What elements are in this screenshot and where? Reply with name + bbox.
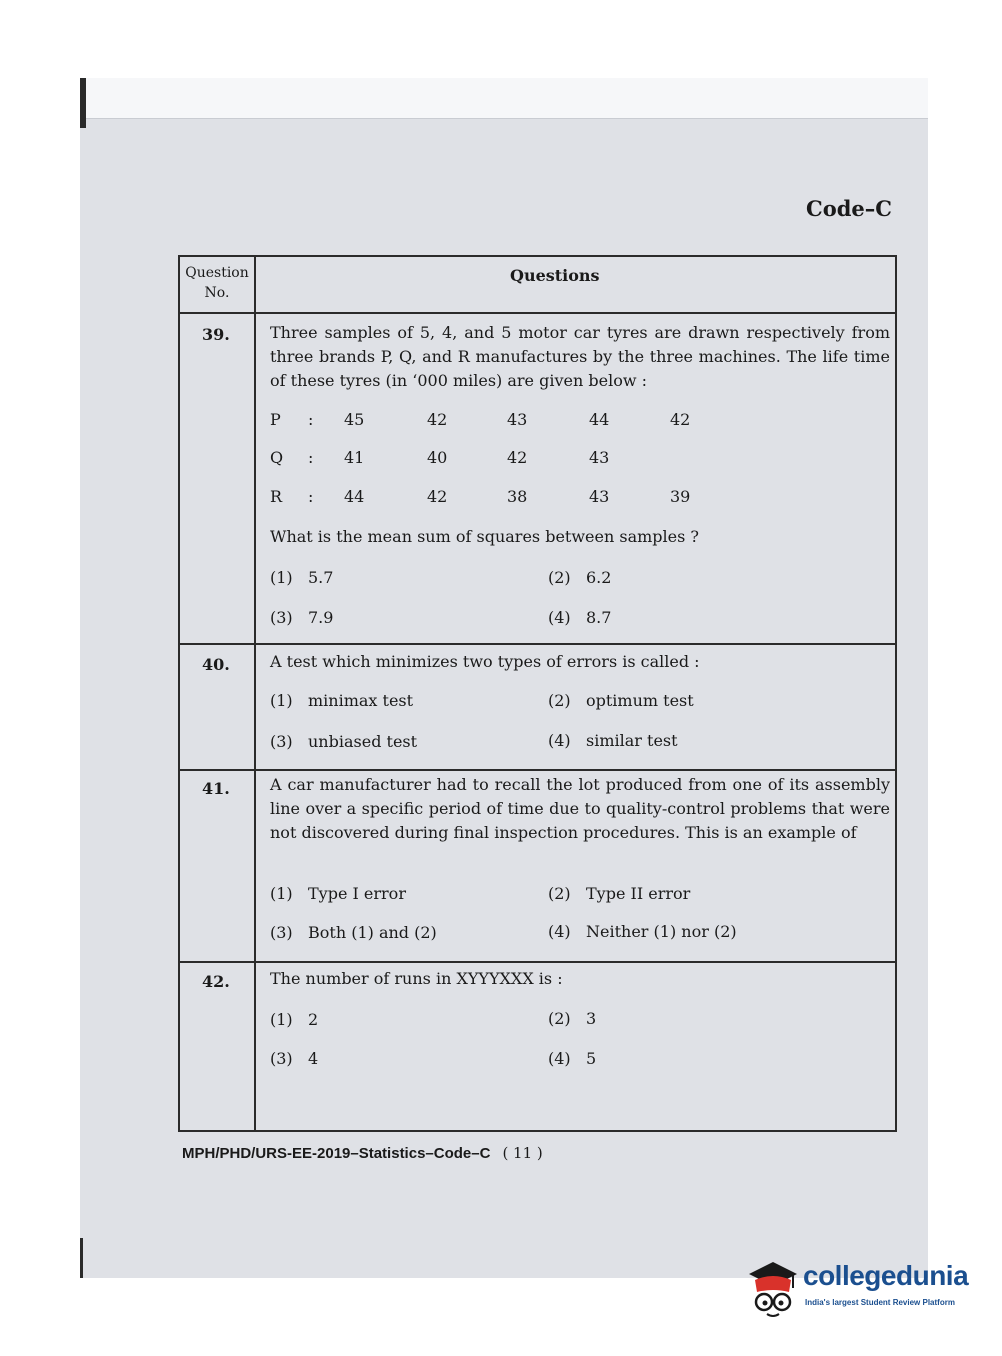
q41-option-2: (2) Type II error (548, 884, 691, 903)
q39-option-2: (2) 6.2 (548, 568, 612, 587)
scan-edge-top (80, 78, 86, 128)
logo-name: collegedunia (803, 1260, 969, 1291)
q40-option-2: (2) optimum test (548, 691, 694, 710)
row-divider (180, 769, 895, 771)
scan-top-margin (80, 78, 928, 119)
q39-option-3: (3) 7.9 (270, 608, 334, 627)
question-42-number: 42. (202, 972, 230, 991)
q41-option-4: (4) Neither (1) nor (2) (548, 922, 737, 941)
column-divider (254, 257, 256, 1130)
logo-tagline: India's largest Student Review Platform (805, 1298, 955, 1307)
collegedunia-logo (745, 1258, 975, 1328)
row-divider (180, 643, 895, 645)
q41-option-3: (3) Both (1) and (2) (270, 923, 437, 942)
header-divider (180, 312, 895, 314)
q40-option-1: (1) minimax test (270, 691, 414, 710)
q42-option-4: (4) 5 (548, 1049, 597, 1068)
q41-option-1: (1) Type I error (270, 884, 406, 903)
question-40-text: A test which minimizes two types of errors is called : (270, 652, 700, 671)
footer-code: MPH/PHD/URS-EE-2019–Statistics–Code–C (182, 1145, 491, 1162)
q40-option-4: (4) similar test (548, 731, 678, 750)
question-42-text: The number of runs in XYYYXXX is : (270, 969, 563, 988)
question-41-text: A car manufacturer had to recall the lot produced from one of its assembly line over a specific period of time due to quality-control problems that were not discovered during final inspection procedures. This is an example of (270, 775, 890, 842)
header-question-no: Question No. (185, 265, 249, 301)
q39-option-1: (1) 5.7 (270, 568, 334, 587)
page-footer (182, 1144, 543, 1162)
header-questions: Questions (510, 266, 600, 285)
question-39-prompt: What is the mean sum of squares between samples ? (270, 527, 699, 546)
question-39-text: Three samples of 5, 4, and 5 motor car tyres are drawn respectively from three brands P, Q, and R manufactures by the three machines. The life time of these tyres (in ‘000 miles) are given below : (270, 323, 890, 390)
q39-option-4: (4) 8.7 (548, 608, 612, 627)
footer-page-number: ( 11 ) (502, 1144, 543, 1162)
question-table: Question No. Questions 39. Three samples of 5, 4, and 5 motor car tyres are drawn respectively from three brands P, Q, and R manufactures by the three machines. The life time of these tyres (in ‘000 miles) are given below : P : 45 42 43 44 42 Q : 41 40 42 43 R : 44 42 38 43 39 What is the mean sum of squares between samples ? (1) 5.7 (2) 6.2 (3) 7.9 (4) 8.7 40. A test which minimizes two types of errors is called : (1) minimax test (2) optimum test (3) unbiased test (4) similar test 41. A car manufacturer had to recall the lot produced from one of its assembly line over a specific period of time due to quality-control problems that were not discovered during final inspection procedures. This is an example of (1) Type I error (2) Type II error (3) Both (1) and (2) (4) Neither (1) nor (2) 42. The number of runs in XYYYXXX is : (1) 2 (2) 3 (3) 4 (4) 5 (178, 255, 897, 1132)
row-divider (180, 961, 895, 963)
q42-option-2: (2) 3 (548, 1009, 597, 1028)
q40-option-3: (3) unbiased test (270, 732, 418, 751)
question-39-number: 39. (202, 325, 230, 344)
q42-option-1: (1) 2 (270, 1010, 319, 1029)
question-41-number: 41. (202, 779, 230, 798)
q42-option-3: (3) 4 (270, 1049, 319, 1068)
scan-edge-bottom (80, 1238, 83, 1278)
question-40-number: 40. (202, 655, 230, 674)
page-code: Code–C (806, 196, 892, 221)
mascot-icon (745, 1258, 801, 1320)
